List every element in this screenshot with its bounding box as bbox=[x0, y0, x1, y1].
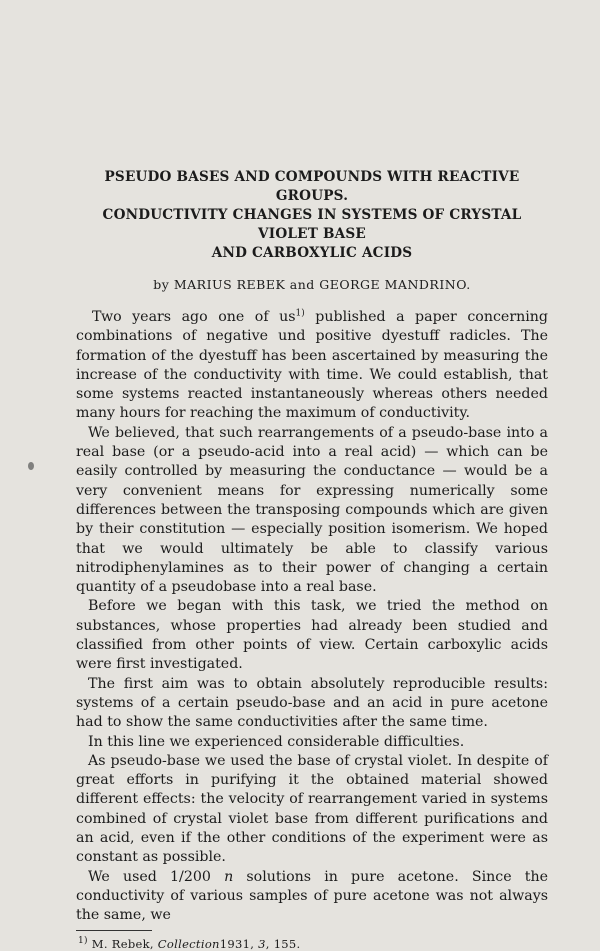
authors-and: and bbox=[289, 277, 315, 292]
footnote-volume: 3 bbox=[258, 936, 266, 951]
paragraph-2: We believed, that such rearrangements of a pseudo-base into a real base (or a pseudo-acid into a real acid) — which can be easily controlled by measuring the conductance — would be a very convenient means for expressing numerically some differences between the transposing compounds which are given by their constitution — especially position isomerism. We hoped that we would ultimately be able to classify various nitrodiphenylamines as to their power of changing a certain quantity of a pseudobase into a real base. bbox=[76, 424, 548, 596]
paragraph-4: The first aim was to obtain absolutely reproducible results: systems of a certain pseudo-base and an acid in pure acetone had to show the same conductivities after the same time. bbox=[76, 675, 548, 731]
title-line-1: PSEUDO BASES AND COMPOUNDS WITH REACTIVE GROUPS. bbox=[104, 169, 520, 204]
paragraph-7-italic: n bbox=[224, 868, 234, 885]
title-line-2: CONDUCTIVITY CHANGES IN SYSTEMS OF CRYSTAL VIOLET BASE bbox=[102, 207, 522, 242]
paragraph-6: As pseudo-base we used the base of crystal violet. In despite of great efforts in purifying it the obtained material showed different effects: the velocity of rearrangement varied in systems combined of crystal violet base from different purifications and an acid, even if the other conditions of the experiment were as constant as possible. bbox=[76, 752, 548, 866]
footnote bbox=[76, 937, 548, 951]
footnote-pages: , 155. bbox=[265, 936, 301, 951]
title-line-3: AND CARBOXYLIC ACIDS bbox=[211, 245, 413, 261]
footnote-author: M. Rebek, bbox=[87, 936, 158, 951]
footnote-rule bbox=[76, 930, 152, 931]
ink-spot bbox=[28, 462, 34, 470]
authors-by: by bbox=[153, 277, 170, 292]
paragraph-1 bbox=[76, 308, 548, 424]
paragraph-7-rest: solutions in pure acetone. Since the conductivity of various samples of pure acetone was not always the same, we bbox=[76, 868, 548, 924]
paragraph-3: Before we began with this task, we tried the method on substances, whose properties had already been studied and classified from other points of view. Certain carboxylic acids were first investigated. bbox=[76, 598, 548, 673]
author-1: MARIUS REBEK bbox=[173, 277, 286, 292]
paper-title bbox=[76, 168, 548, 263]
paper-body bbox=[76, 308, 548, 926]
footnote-year: 1931, bbox=[219, 936, 259, 951]
paragraph-7-start: We used 1/200 bbox=[88, 868, 225, 885]
paragraph-5: In this line we experienced considerable difficulties. bbox=[88, 733, 465, 750]
author-2: GEORGE MANDRINO. bbox=[319, 277, 471, 292]
footnote-marker: 1) bbox=[78, 935, 88, 946]
paragraph-1-start: Two years ago one of us bbox=[92, 309, 296, 325]
footnote-ref: 1) bbox=[295, 308, 305, 319]
paragraph-7 bbox=[76, 868, 548, 926]
footnote-journal: Collection bbox=[157, 936, 220, 951]
author-line bbox=[76, 277, 548, 292]
paragraph-1-rest: published a paper concerning combinations of negative und positive dyestuff radicles. The formation of the dyestuff has been ascertained by measuring the increase of the conductivity with time. We could establish, that some systems reacted instantaneously whereas others needed many hours for reaching the maximum of conductivity. bbox=[76, 309, 548, 422]
